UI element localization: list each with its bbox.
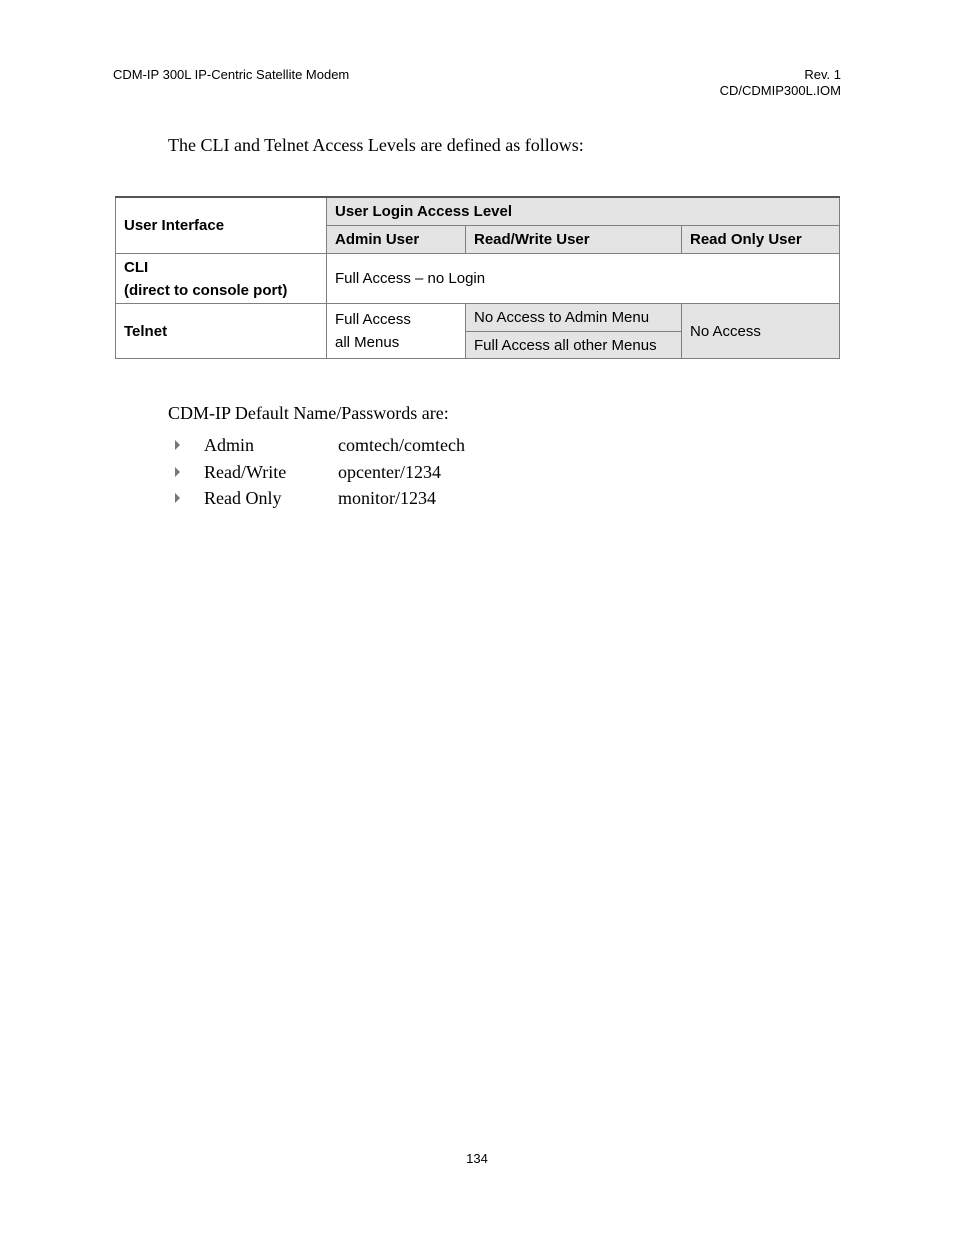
cli-label: CLI (124, 258, 149, 276)
document-code: CD/CDMIP300L.IOM (719, 83, 841, 98)
document-header-title: CDM-IP 300L IP-Centric Satellite Modem (113, 67, 350, 82)
intro-paragraph: The CLI and Telnet Access Levels are defined as follows: (168, 135, 584, 155)
bullet-arrow-icon (175, 440, 180, 450)
bullet-arrow-icon (175, 467, 180, 477)
cli-sublabel: (direct to console port) (124, 281, 288, 299)
access-levels-table (115, 196, 840, 359)
telnet-admin-line1: Full Access (335, 311, 411, 328)
credential-login: monitor/1234 (338, 488, 436, 508)
bullet-arrow-icon (175, 493, 180, 503)
cli-access-value: Full Access – no Login (327, 254, 840, 304)
default-credentials-list (172, 432, 465, 512)
credential-login: opcenter/1234 (338, 461, 441, 482)
credential-role: Read Only (204, 488, 282, 508)
list-item (172, 485, 465, 512)
header-admin-user: Admin User (327, 226, 466, 254)
telnet-ro-access: No Access (682, 304, 840, 359)
document-header-revision (720, 67, 841, 99)
telnet-rw-access-other-menus: Full Access all other Menus (466, 332, 682, 359)
telnet-rw-access-admin-menu: No Access to Admin Menu (466, 304, 682, 332)
revision-label: Rev. 1 (804, 67, 841, 82)
list-item (172, 432, 465, 459)
header-user-interface: User Interface (116, 197, 327, 254)
header-read-only-user: Read Only User (682, 226, 840, 254)
credential-login: comtech/comtech (338, 435, 465, 455)
header-read-write-user: Read/Write User (466, 226, 682, 254)
telnet-admin-line2: all Menus (335, 334, 400, 351)
row-label-telnet: Telnet (116, 304, 327, 359)
credential-role: Read/Write (204, 461, 287, 482)
default-passwords-title: CDM-IP Default Name/Passwords are: (168, 403, 449, 423)
row-label-cli (116, 254, 327, 304)
telnet-admin-access (327, 304, 466, 359)
list-item (172, 459, 465, 486)
credential-role: Admin (204, 435, 255, 455)
header-user-login-access-level: User Login Access Level (327, 197, 840, 226)
page-number: 134 (466, 1151, 488, 1166)
